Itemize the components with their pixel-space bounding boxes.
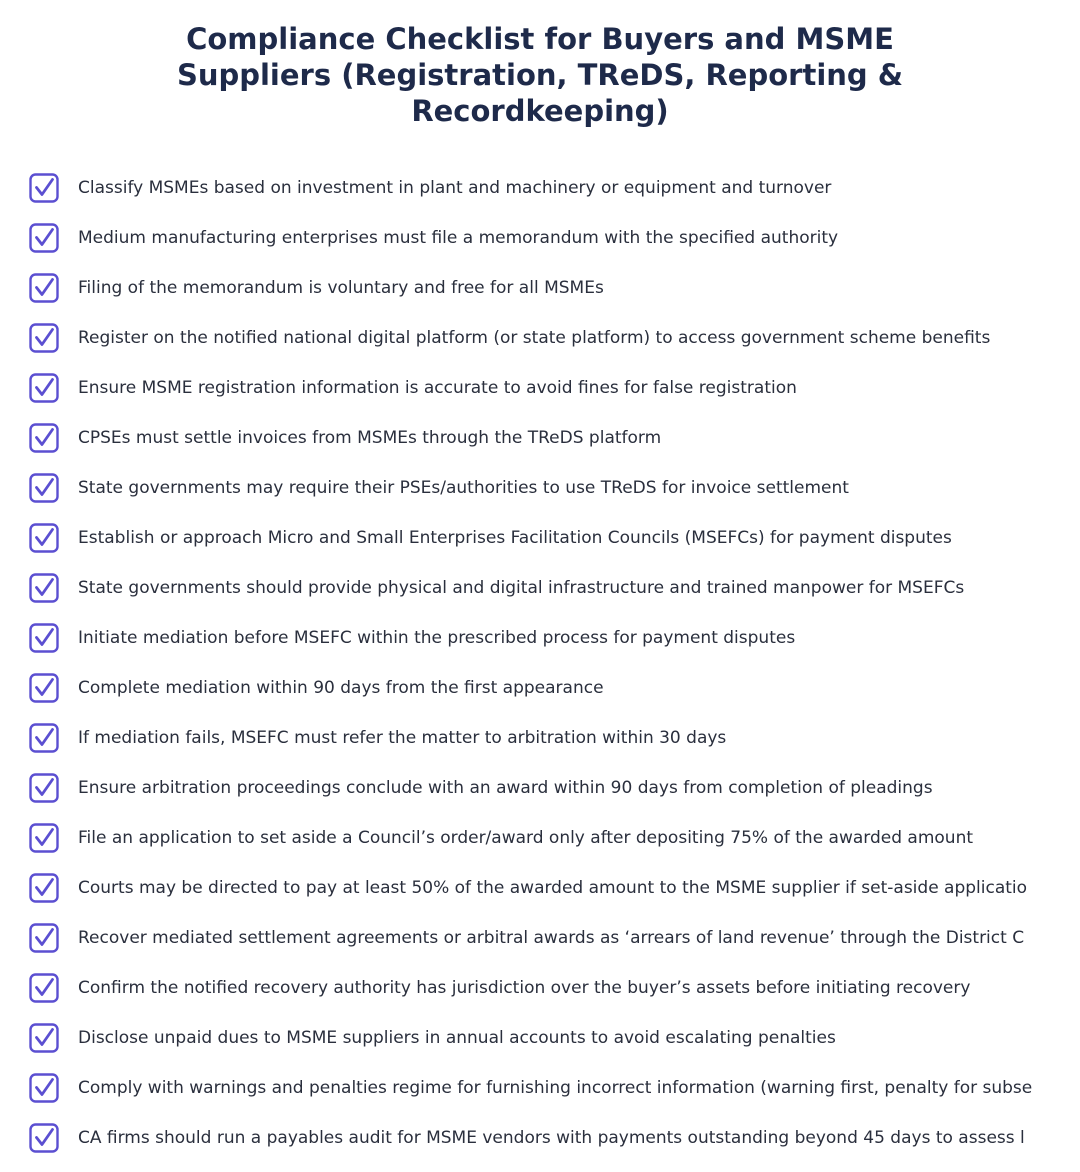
checklist-item xyxy=(0,1013,1080,1063)
checklist-item xyxy=(0,163,1080,213)
checklist-item-label: CPSEs must settle invoices from MSMEs through the TReDS platform xyxy=(78,428,662,448)
checkbox-checked-icon[interactable] xyxy=(29,373,59,403)
checklist-item-label: State governments may require their PSEs/authorities to use TReDS for invoice settlement xyxy=(78,478,849,498)
page-title: Compliance Checklist for Buyers and MSME Suppliers (Registration, TReDS, Reporting & Recordkeeping) xyxy=(176,22,904,128)
checklist-item xyxy=(0,313,1080,363)
checklist-item-label: Courts may be directed to pay at least 50% of the awarded amount to the MSME supplier if set-aside applicatio xyxy=(78,878,1028,898)
checklist-item xyxy=(0,563,1080,613)
checklist-item xyxy=(0,463,1080,513)
checklist-item xyxy=(0,913,1080,963)
checklist-item-label: Ensure arbitration proceedings conclude with an award within 90 days from completion of pleadings xyxy=(78,778,933,798)
checklist-item-label: Comply with warnings and penalties regime for furnishing incorrect information (warning first, penalty for subse xyxy=(78,1078,1033,1098)
checklist-item xyxy=(0,713,1080,763)
checklist-item-label: Disclose unpaid dues to MSME suppliers in annual accounts to avoid escalating penalties xyxy=(78,1028,836,1048)
checkbox-checked-icon[interactable] xyxy=(29,823,59,853)
checkbox-checked-icon[interactable] xyxy=(29,923,59,953)
checklist-item-label: Ensure MSME registration information is accurate to avoid fines for false registration xyxy=(78,378,797,398)
checkbox-checked-icon[interactable] xyxy=(29,473,59,503)
checkbox-checked-icon[interactable] xyxy=(29,523,59,553)
checkbox-checked-icon[interactable] xyxy=(29,873,59,903)
checklist-item xyxy=(0,1063,1080,1113)
checkbox-checked-icon[interactable] xyxy=(29,723,59,753)
checklist-item-label: Filing of the memorandum is voluntary and free for all MSMEs xyxy=(78,278,604,298)
checklist-item-label: Establish or approach Micro and Small Enterprises Facilitation Councils (MSEFCs) for payment disputes xyxy=(78,528,952,548)
checkbox-checked-icon[interactable] xyxy=(29,273,59,303)
checklist-item-label: Register on the notified national digital platform (or state platform) to access government scheme benefits xyxy=(78,328,991,348)
checklist-item xyxy=(0,1113,1080,1163)
checklist-item xyxy=(0,613,1080,663)
checklist xyxy=(0,163,1080,1163)
checkbox-checked-icon[interactable] xyxy=(29,773,59,803)
checklist-item xyxy=(0,263,1080,313)
checklist-item-label: Confirm the notified recovery authority has jurisdiction over the buyer’s assets before initiating recovery xyxy=(78,978,971,998)
checklist-item-label: Classify MSMEs based on investment in plant and machinery or equipment and turnover xyxy=(78,178,832,198)
checkbox-checked-icon[interactable] xyxy=(29,623,59,653)
checklist-item-label: Initiate mediation before MSEFC within the prescribed process for payment disputes xyxy=(78,628,796,648)
checklist-item xyxy=(0,513,1080,563)
checklist-item-label: State governments should provide physical and digital infrastructure and trained manpower for MSEFCs xyxy=(78,578,965,598)
checkbox-checked-icon[interactable] xyxy=(29,173,59,203)
checklist-item-label: File an application to set aside a Council’s order/award only after depositing 75% of the awarded amount xyxy=(78,828,974,848)
checkbox-checked-icon[interactable] xyxy=(29,1073,59,1103)
checkbox-checked-icon[interactable] xyxy=(29,423,59,453)
checkbox-checked-icon[interactable] xyxy=(29,1123,59,1153)
checklist-item xyxy=(0,213,1080,263)
checklist-item-label: If mediation fails, MSEFC must refer the matter to arbitration within 30 days xyxy=(78,728,727,748)
checkbox-checked-icon[interactable] xyxy=(29,1023,59,1053)
checklist-item-label: Complete mediation within 90 days from the first appearance xyxy=(78,678,604,698)
checkbox-checked-icon[interactable] xyxy=(29,573,59,603)
checklist-item-label: Recover mediated settlement agreements or arbitral awards as ‘arrears of land revenue’ through the District C xyxy=(78,928,1025,948)
checklist-item xyxy=(0,363,1080,413)
checkbox-checked-icon[interactable] xyxy=(29,323,59,353)
checkbox-checked-icon[interactable] xyxy=(29,973,59,1003)
checklist-item xyxy=(0,813,1080,863)
checkbox-checked-icon[interactable] xyxy=(29,673,59,703)
checklist-item-label: CA firms should run a payables audit for MSME vendors with payments outstanding beyond 45 days to assess l xyxy=(78,1128,1025,1148)
checklist-item xyxy=(0,663,1080,713)
checklist-item xyxy=(0,763,1080,813)
checklist-item xyxy=(0,413,1080,463)
checklist-item xyxy=(0,863,1080,913)
checkbox-checked-icon[interactable] xyxy=(29,223,59,253)
checklist-item-label: Medium manufacturing enterprises must file a memorandum with the specified authority xyxy=(78,228,839,248)
checklist-item xyxy=(0,963,1080,1013)
